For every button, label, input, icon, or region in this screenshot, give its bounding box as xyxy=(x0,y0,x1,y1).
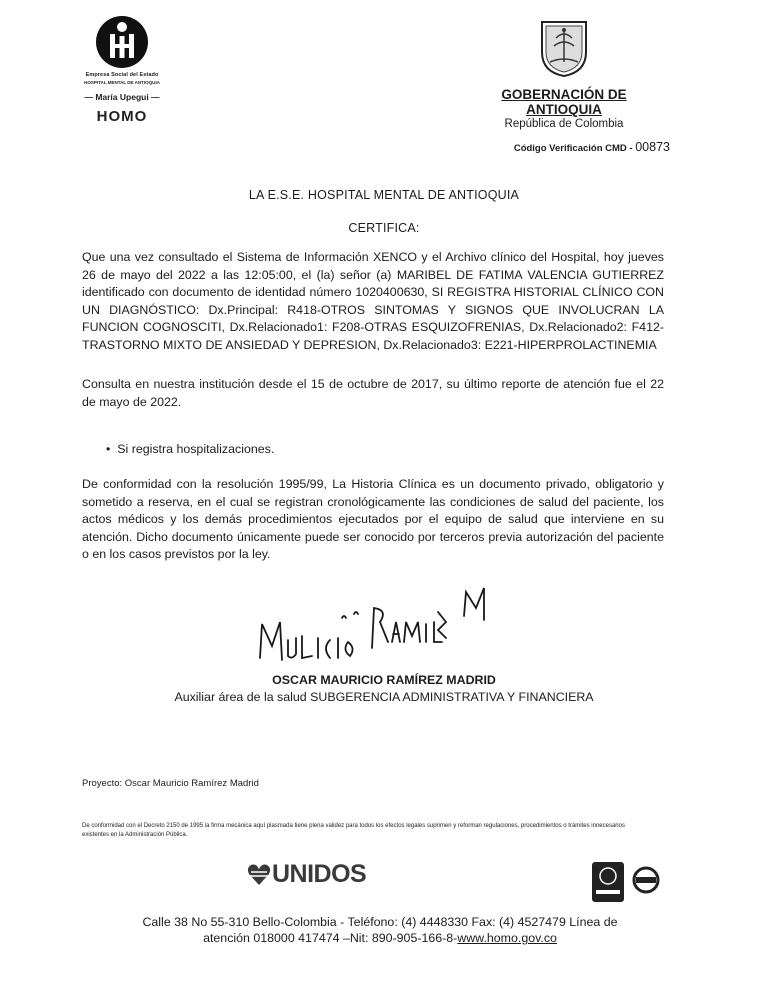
verification-code xyxy=(514,140,670,154)
gov-title: GOBERNACIÓN DE ANTIOQUIA xyxy=(501,87,627,117)
document-heading: LA E.S.E. HOSPITAL MENTAL DE ANTIOQUIA xyxy=(248,188,520,202)
bullet-text: Si registra hospitalizaciones. xyxy=(117,442,275,456)
gov-subtitle: República de Colombia xyxy=(504,118,624,130)
legal-disclaimer: De conformidad con el Decreto 2150 de 1995 la firma mecánica aquí plasmada tiene plena validez para todos los efectos legales suprimen y reforman regulaciones, procedimientos o trámites innecesarios existentes en la Administración Pública. xyxy=(82,823,625,838)
iso-certification-icon xyxy=(590,860,662,910)
bullet-hospitalizations xyxy=(106,442,274,456)
logo-hospital-text: HOSPITAL MENTAL DE ANTIOQUIA xyxy=(84,80,160,85)
code-label: Código Verificación CMD - xyxy=(513,143,633,154)
signer-name: OSCAR MAURICIO RAMÍREZ MADRID xyxy=(272,673,496,687)
government-header xyxy=(464,18,664,130)
hospital-logo xyxy=(74,14,170,130)
certification-seals xyxy=(590,860,662,915)
heart-icon xyxy=(246,862,272,888)
logo-org-text: Empresa Social del Estado xyxy=(85,72,159,78)
paragraph-legal-notice: De conformidad con la resolución 1995/99, La Historia Clínica es un documento privado, obligatorio y sometido a reserva, en el cual se registran cronológicamente las condiciones de salud del paciente, los actos médicos y los demás procedimientos ejecutados por el equipo de salud que interviene en su atención. Dicho documento únicamente puede ser conocido por terceros previa autorización del paciente o en los casos previstos por la ley. xyxy=(82,477,664,561)
signer-role: Auxiliar área de la salud SUBGERENCIA ADMINISTRATIVA Y FINANCIERA xyxy=(174,690,594,704)
logo-brand-text: HOMO xyxy=(96,108,148,125)
contact-address-text: atención 018000 417474 –Nit: 890-905-166-8- xyxy=(203,931,458,945)
unidos-text: UNIDOS xyxy=(272,860,367,888)
certifica-heading: CERTIFICA: xyxy=(348,221,420,235)
website-link[interactable]: www.homo.gov.co xyxy=(457,931,557,945)
footer-contact xyxy=(80,914,680,946)
paragraph-diagnosis: Que una vez consultado el Sistema de Información XENCO y el Archivo clínico del Hospital, hoy jueves 26 de mayo del 2022 a las 12:05:00, el (la) señor (a) MARIBEL DE FATIMA VALENCIA GUTIERREZ identificado con documento de identidad número 1020400630, SI REGISTRA HISTORIAL CLÍNICO CON UN DIAGNÓSTICO: Dx.Principal: R418-OTROS SINTOMAS Y SIGNOS QUE INVOLUCRAN LA FUNCION COGNOSCITI, Dx.Relacionado1: F208-OTRAS ESQUIZOFRENIAS, Dx.Relacionado2: F412-TRASTORNO MIXTO DE ANSIEDAD Y DEPRESION, Dx.Relacionado3: E221-HIPERPROLACTINEMIA xyxy=(82,250,664,352)
coat-of-arms-icon xyxy=(536,18,592,78)
code-value: 00873 xyxy=(635,140,670,154)
contact-line-2 xyxy=(80,930,680,946)
bullet-dot-icon: • xyxy=(106,442,118,456)
unidos-logo xyxy=(246,862,272,893)
logo-name-text: — María Upegui — xyxy=(84,92,160,102)
paragraph-consultation: Consulta en nuestra institución desde el 15 de octubre de 2017, su último reporte de atención fue el 22 de mayo de 2022. xyxy=(82,377,664,409)
contact-line-1: Calle 38 No 55-310 Bello-Colombia - Teléfono: (4) 4448330 Fax: (4) 4527479 Línea de xyxy=(142,915,618,929)
handwritten-signature xyxy=(240,578,500,683)
project-line: Proyecto: Oscar Mauricio Ramírez Madrid xyxy=(82,778,259,789)
hospital-emblem-icon xyxy=(90,14,154,70)
